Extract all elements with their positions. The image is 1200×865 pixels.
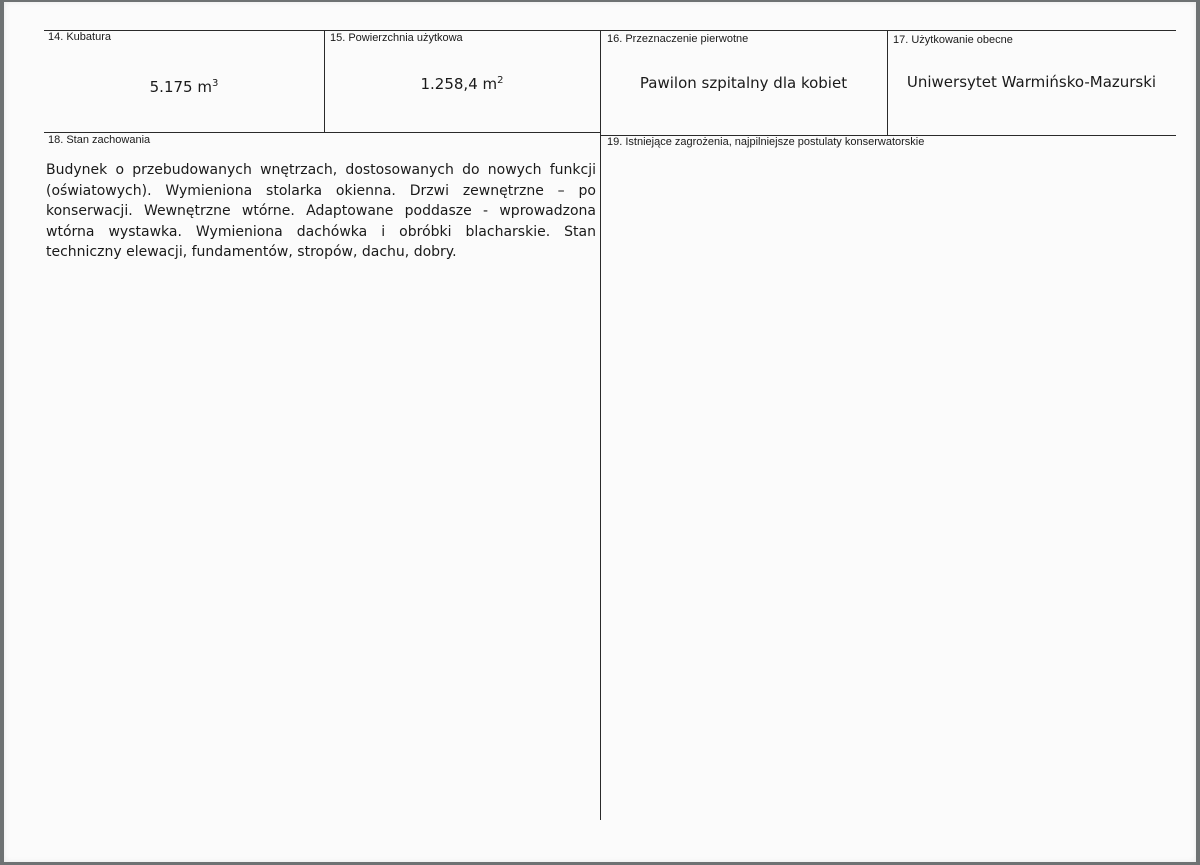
top-border <box>44 30 1176 31</box>
field-14-label: 14. Kubatura <box>48 31 111 43</box>
field-17-value: Uniwersytet Warmińsko-Mazurski <box>906 73 1157 91</box>
field-19-label: 19. Istniejące zagrożenia, najpilniejsze postulaty konserwatorskie <box>607 136 925 148</box>
field-16-value: Pawilon szpitalny dla kobiet <box>639 74 848 92</box>
field-15-value <box>324 75 600 93</box>
row-divider-left <box>44 132 600 133</box>
field-15-label: 15. Powierzchnia użytkowa <box>330 32 463 44</box>
field-15-exponent: 2 <box>497 75 504 86</box>
field-17-label: 17. Użytkowanie obecne <box>893 34 1013 46</box>
col-divider-2 <box>600 30 601 820</box>
field-16-label: 16. Przeznaczenie pierwotne <box>607 33 749 45</box>
field-18-text: Budynek o przebudowanych wnętrzach, dostosowanych do nowych funkcji (oświatowych). Wymieniona stolarka okienna. Drzwi zewnętrzne – po konserwacji. Wewnętrzne wtórne. Adaptowane poddasze - wprowadzona wtórna wystawka. Wymieniona dachówka i obróbki blacharskie. Stan techniczny elewacji, fundamentów, stropów, dachu, dobry. <box>46 162 596 260</box>
field-18-label: 18. Stan zachowania <box>48 134 151 146</box>
field-15-number: 1.258,4 m <box>420 75 498 93</box>
field-14-number: 5.175 m <box>149 78 212 96</box>
field-14-value <box>44 78 324 96</box>
field-14-exponent: 3 <box>211 78 219 89</box>
